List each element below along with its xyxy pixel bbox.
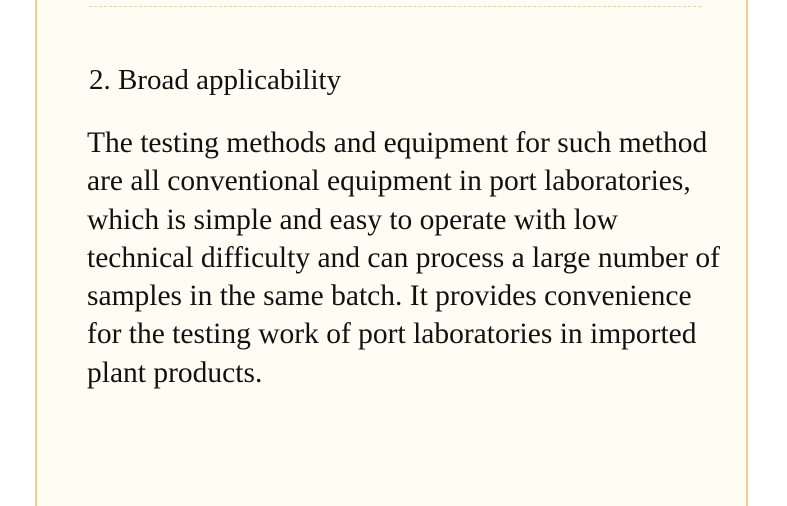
section-heading: 2. Broad applicability [89, 64, 342, 96]
section-body-text: The testing methods and equipment for such method are all conventional equipment in port laboratories, which is simple and easy to operate with low technical difficulty and can process a large number of samples in the same batch. It provides convenience for the testing work of port laboratories in imported plant products. [87, 127, 720, 389]
content-card [35, 0, 748, 506]
dashed-divider [89, 6, 701, 7]
